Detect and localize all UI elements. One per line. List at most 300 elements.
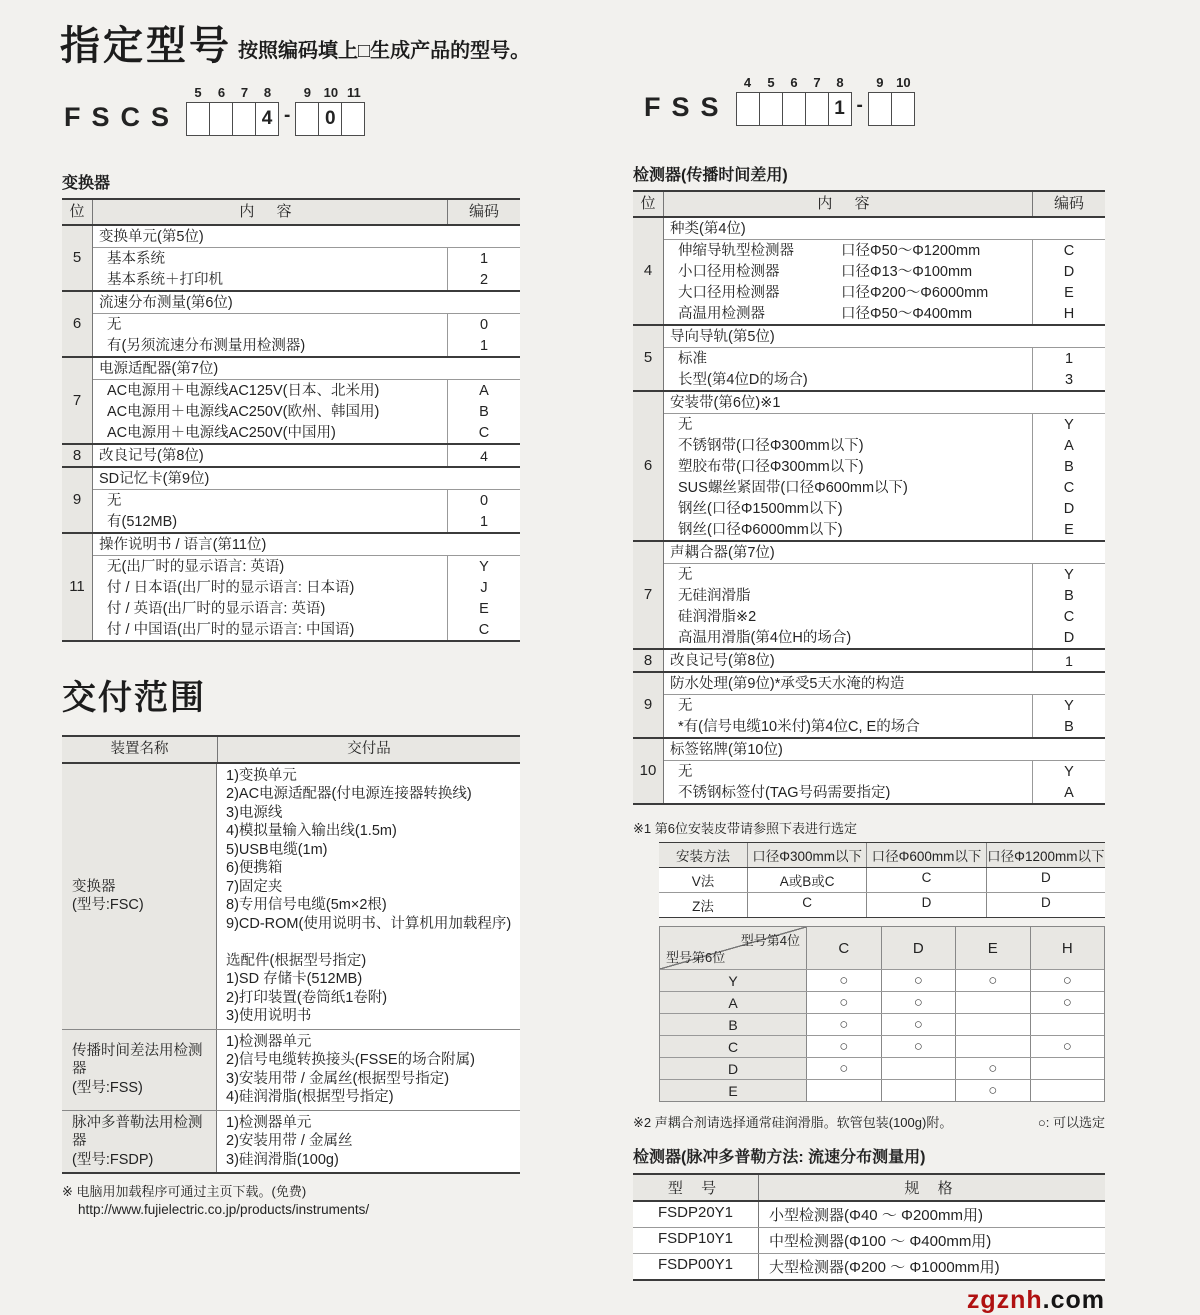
group-single-row [93,445,520,466]
doppler-section-label: 检测器(脉冲多普勒方法: 流速分布测量用) [633,1149,926,1166]
right-column [633,162,1105,1315]
pos-number-cell: 6 [633,392,664,540]
option-label: 有(512MB) [107,514,178,530]
option-row [93,314,520,335]
matrix-row [660,969,1104,991]
deliverable-item: 6)便携箱 [226,860,283,876]
code-cell: 1 [447,511,520,532]
device-name-line: 变换器 [72,878,116,895]
converter-section-label: 变换器 [62,175,111,192]
digit-box [891,92,915,126]
option-name: 伸缩导轨型检测器 [678,243,794,259]
code-cell: 3 [1032,369,1105,390]
fss-model-code [644,74,915,126]
belt-cell: C [867,868,986,892]
option-label [664,282,1032,303]
selectable-mark: ○ [1062,994,1072,1011]
delivery-table-header [62,737,520,764]
device-name-line: 传播时间差法用检测器 [72,1042,203,1078]
digit-position-label: 6 [217,85,226,100]
digit-cell [210,84,233,136]
group-header-label: SD记忆卡(第9位) [93,468,520,490]
empty-mark [1031,1058,1105,1079]
option-row [664,282,1105,303]
digit-box [209,102,233,136]
code-cell: B [447,401,520,422]
option-label: 无硅润滑脂 [678,588,751,604]
delivery-table [62,735,520,1174]
option-diameter-spec: 口径Φ200～Φ6000mm [841,285,989,301]
spec-group [62,358,520,445]
digit-box-group [186,84,279,136]
digit-position-label: 5 [194,85,202,100]
selectable-mark: ○ [1062,1038,1072,1055]
model-prefix: FSS [644,92,730,122]
pos-number-cell: 7 [633,542,664,648]
spec-group [62,468,520,534]
belt-table-row [659,868,1105,892]
belt-cell: Z法 [659,893,748,917]
option-label [664,240,1032,261]
doppler-spec-cell: 大型检测器(Φ200 ～ Φ1000mm用) [769,1259,1000,1276]
matrix-column-header: C [807,927,882,969]
option-row [664,585,1105,606]
option-row [93,335,520,356]
code-cell: Y [1032,414,1105,435]
digit-cell [295,84,319,136]
option-row [664,369,1105,390]
digit-box [186,102,210,136]
digit-position-label: 8 [263,85,272,100]
empty-mark [956,1036,1031,1057]
group-header-label: 种类(第4位) [664,218,1105,240]
watermark-red: zgznh [966,1286,1043,1314]
digit-position-label: 7 [813,75,821,90]
matrix-row [660,1013,1104,1035]
option-row [93,380,520,401]
device-name-cell [62,764,217,1029]
digit-position-label: 11 [346,85,361,100]
belt-cell: A或B或C [748,868,867,892]
digit-position-label: 5 [767,75,775,90]
code-cell: 4 [447,445,520,466]
code-cell: D [1032,627,1105,648]
selectable-mark: ○ [807,1058,882,1079]
option-name: 小口径用检测器 [678,264,780,280]
group-body [664,392,1105,540]
detector-section-label: 检测器(传播时间差用) [633,167,788,184]
option-name: 高温用检测器 [678,306,765,322]
group-body [664,650,1105,671]
delivery-footnote-url: http://www.fujielectric.co.jp/products/instruments/ [78,1202,370,1217]
pos-number-cell: 5 [62,226,93,290]
deliverable-item: 9)CD-ROM(使用说明书、计算机用加载程序) [226,915,512,932]
matrix-legend: ○: 可以选定 [1037,1115,1105,1130]
option-label: 标准 [678,351,707,367]
content-header-cell: 内 容 [817,195,879,212]
spec-group [633,739,1105,803]
group-header-label: 操作说明书 / 语言(第11位) [93,534,520,556]
digit-box [782,92,806,126]
belt-table-row [659,892,1105,917]
code-cell: Y [1032,564,1105,585]
code-cell: 0 [447,314,520,335]
option-label: 基本系统＋打印机 [107,272,223,288]
pos-header-cell: 位 [633,192,664,216]
code-cell: J [447,577,520,598]
deliverable-item: 2)AC电源适配器(付电源连接器转换线) [226,786,472,802]
option-row [664,240,1105,261]
converter-spec-table [62,198,520,642]
digit-position-label: 10 [323,85,339,100]
doppler-model-cell: FSDP00Y1 [633,1254,759,1279]
option-row [93,401,520,422]
empty-mark [1031,1080,1105,1101]
group-header-label: 防水处理(第9位)*承受5天水淹的构造 [664,673,1105,695]
page-title: 指定型号 [60,24,232,68]
group-header-label: 改良记号(第8位) [670,653,775,669]
matrix-row [660,991,1104,1013]
option-label: 有(另须流速分布测量用检测器) [107,338,306,354]
option-label: 无 [678,764,693,780]
spec-group [633,542,1105,650]
group-header-label: 声耦合器(第7位) [664,542,1105,564]
option-label: 无 [107,493,122,509]
code-cell: 2 [447,269,520,290]
digit-box [805,92,829,126]
option-row [664,498,1105,519]
selectable-mark: ○ [882,1036,957,1057]
code-header-cell: 编码 [447,200,520,224]
digit-box [868,92,892,126]
doppler-row [633,1253,1105,1279]
selectable-mark: ○ [807,992,882,1013]
code-cell: D [1032,261,1105,282]
deliverable-item: 1)检测器单元 [226,1033,312,1050]
digit-box: 1 [828,92,852,126]
empty-mark [1031,1014,1105,1035]
device-name-line: (型号:FSC) [72,897,144,913]
doppler-detector-table [633,1173,1105,1281]
option-label: 硅润滑脂※2 [678,609,757,625]
digit-cell [806,74,829,126]
doppler-spec-header: 规 格 [904,1180,960,1197]
option-label: 基本系统 [107,251,165,267]
option-row [93,577,520,598]
doppler-model-header: 型 号 [633,1175,759,1200]
belt-header-cell: 口径Φ600mm以下 [867,843,986,867]
code-cell: Y [447,556,520,577]
group-header-label: 流速分布测量(第6位) [93,292,520,314]
digit-box [232,102,256,136]
pos-number-cell: 9 [62,468,93,532]
spec-group [62,534,520,640]
spec-group [633,650,1105,673]
option-row [664,261,1105,282]
pos-number-cell: 6 [62,292,93,356]
digit-cell [892,74,915,126]
code-cell: C [1032,477,1105,498]
selectable-mark: ○ [882,970,957,991]
option-row [664,348,1105,369]
doppler-row [633,1202,1105,1227]
code-cell: 1 [1032,650,1105,671]
option-label [664,303,1032,324]
device-name-cell [62,1030,217,1110]
option-label: AC电源用＋电源线AC125V(日本、北米用) [107,383,380,399]
deliverable-item: 选配件(根据型号指定) [226,952,367,969]
doppler-table-header [633,1175,1105,1202]
empty-mark [807,1080,882,1101]
pos-number-cell: 9 [633,673,664,737]
watermark [633,1286,1105,1315]
digit-box-group [295,84,365,136]
digit-position-label: 8 [836,75,844,90]
option-row [93,598,520,619]
digit-box [736,92,760,126]
delivery-row [62,764,520,1029]
matrix-corner-cell [660,927,807,969]
matrix-row [660,1035,1104,1057]
group-body [93,292,520,356]
selectable-mark: ○ [807,1036,882,1057]
deliverable-item: 2)安装用带 / 金属丝 [226,1133,353,1149]
deliverables-header: 交付品 [347,741,391,757]
doppler-model-cell: FSDP20Y1 [633,1202,759,1227]
option-label: 无 [678,567,693,583]
digit-box-group [736,74,852,126]
selectable-mark: ○ [882,1014,957,1035]
digit-cell [256,84,279,136]
belt-header-cell: 口径Φ300mm以下 [748,843,867,867]
deliverable-item: 4)硅润滑脂(根据型号指定) [226,1089,394,1105]
deliverable-item: 3)电源线 [226,804,283,821]
device-name-header: 装置名称 [62,737,218,762]
option-label: SUS螺丝紧固带(口径Φ600mm以下) [678,480,908,496]
deliverable-item: 3)使用说明书 [226,1008,312,1024]
matrix-row-label: B [660,1014,807,1035]
delivery-row [62,1110,520,1173]
spec-table-header [633,192,1105,218]
empty-mark [956,992,1031,1013]
deliverable-item: 1)检测器单元 [226,1114,312,1131]
option-name: 大口径用检测器 [678,285,780,301]
digit-box [295,102,319,136]
digit-position-label: 10 [896,75,911,90]
digit-cell [342,84,365,136]
matrix-row-label: C [660,1036,807,1057]
option-row [664,519,1105,540]
option-row [93,619,520,640]
pos-number-cell: 11 [62,534,93,640]
digit-position-label: 4 [743,75,752,90]
digit-cell [736,74,760,126]
group-body [93,534,520,640]
group-header-label: 改良记号(第8位) [99,448,204,464]
belt-selection-table [659,842,1105,918]
option-row [93,556,520,577]
option-row [93,269,520,290]
digit-cell [783,74,806,126]
pos-header-cell: 位 [62,200,93,224]
deliverable-item: 1)变换单元 [226,767,297,784]
grease-note-row [633,1112,1105,1131]
detector-spec-table [633,190,1105,805]
pos-number-cell: 8 [62,445,93,466]
group-body [93,468,520,532]
left-column [62,170,520,1217]
empty-mark [882,1080,957,1101]
code-cell: A [1032,782,1105,803]
selectable-mark: ○ [1062,972,1072,989]
option-label: 不锈钢带(口径Φ300mm以下) [678,438,864,454]
deliverable-item: 4)模拟量输入输出线(1.5m) [226,823,397,839]
spec-group [62,445,520,468]
deliverable-item: 7)固定夹 [226,878,283,895]
deliverable-item: 1)SD 存储卡(512MB) [226,971,363,987]
digit-cell [868,74,892,126]
option-diameter-spec: 口径Φ50～Φ400mm [841,306,973,322]
code-cell: B [1032,716,1105,737]
model-code-separator: - [284,105,291,126]
code-cell: B [1032,456,1105,477]
device-name-line: (型号:FSS) [72,1079,143,1096]
option-label: 无 [107,317,122,333]
deliverable-item [226,933,520,952]
matrix-column-header: E [956,927,1031,969]
option-row [664,564,1105,585]
option-diameter-spec: 口径Φ13～Φ100mm [841,264,973,280]
selectable-mark: ○ [956,1080,1031,1101]
belt-cell: V法 [659,868,748,892]
group-body [93,226,520,290]
doppler-model-cell: FSDP10Y1 [633,1228,759,1253]
deliverable-item: 3)安装用带 / 金属丝(根据型号指定) [226,1070,450,1087]
code-cell: E [1032,519,1105,540]
selectable-mark: ○ [807,970,882,991]
option-label [664,261,1032,282]
matrix-corner-top-label: 型号第4位 [740,933,800,948]
option-row [664,303,1105,324]
option-label: 无(出厂时的显示语言: 英语) [107,559,285,575]
option-label: 付 / 中国语(出厂时的显示语言: 中国语) [107,622,355,638]
deliverables-cell [217,1111,520,1173]
spec-group [633,326,1105,392]
deliverables-cell [217,1030,520,1110]
code-cell: Y [1032,695,1105,716]
group-header-label: 安装带(第6位)※1 [664,392,1105,414]
empty-mark [956,1014,1031,1035]
pos-number-cell: 4 [633,218,664,324]
deliverables-cell [217,764,520,1029]
pos-number-cell: 7 [62,358,93,443]
delivery-section-title: 交付范围 [62,679,206,717]
code-cell: E [1032,282,1105,303]
digit-position-label: 7 [240,85,249,100]
option-row [93,248,520,269]
compatibility-matrix-table [659,926,1105,1102]
option-row [664,477,1105,498]
model-prefix: FSCS [64,102,181,132]
belt-header-cell: 安装方法 [659,843,748,867]
group-body [664,218,1105,324]
deliverable-item: 8)专用信号电缆(5m×2根) [226,897,387,913]
fscs-model-code [64,84,365,136]
option-diameter-spec: 口径Φ50～Φ1200mm [841,243,981,259]
digit-cell [233,84,256,136]
group-header-label: 变换单元(第5位) [93,226,520,248]
group-body [664,673,1105,737]
page-subtitle: 按照编码填上□生成产品的型号。 [238,40,531,62]
digit-box-group [868,74,915,126]
spec-group [633,392,1105,542]
code-cell: A [447,380,520,401]
empty-mark [882,1058,957,1079]
option-row [93,511,520,532]
option-label: 无 [678,698,693,714]
selectable-mark: ○ [956,1058,1031,1079]
matrix-row [660,1057,1104,1079]
deliverable-item: 5)USB电缆(1m) [226,841,328,858]
option-row [664,606,1105,627]
group-header-label: 导向导轨(第5位) [664,326,1105,348]
code-cell: 1 [1032,348,1105,369]
option-label: 付 / 英语(出厂时的显示语言: 英语) [107,601,326,617]
code-cell: C [1032,606,1105,627]
matrix-column-header: H [1031,927,1105,969]
belt-cell: D [867,893,986,917]
code-cell: C [447,422,520,443]
content-header-cell: 内 容 [239,203,301,220]
device-name-line: (型号:FSDP) [72,1151,154,1168]
code-cell: A [1032,435,1105,456]
option-label: 高温用滑脂(第4位H的场合) [678,630,852,646]
pos-number-cell: 10 [633,739,664,803]
device-name-cell [62,1111,217,1173]
code-cell: C [447,619,520,640]
option-label: AC电源用＋电源线AC250V(中国用) [107,425,336,441]
matrix-row [660,1079,1104,1101]
matrix-row-label: Y [660,970,807,991]
group-body [664,542,1105,648]
option-label: AC电源用＋电源线AC250V(欧州、韩国用) [107,404,380,420]
belt-table-header [659,843,1105,868]
watermark-black: .com [1042,1286,1105,1314]
group-header-label: 标签铭牌(第10位) [664,739,1105,761]
spec-group [633,673,1105,739]
group-body [93,445,520,466]
code-cell: Y [1032,761,1105,782]
selectable-mark: ○ [956,970,1031,991]
matrix-row-label: D [660,1058,807,1079]
pos-number-cell: 8 [633,650,664,671]
group-single-row [664,650,1105,671]
option-label: 付 / 日本语(出厂时的显示语言: 日本语) [107,580,355,596]
group-body [664,739,1105,803]
matrix-column-header: D [882,927,957,969]
digit-position-label: 9 [876,75,884,90]
matrix-row-label: E [660,1080,807,1101]
model-code-separator: - [856,95,863,116]
delivery-row [62,1029,520,1110]
matrix-row-label: A [660,992,807,1013]
digit-cell [760,74,783,126]
option-row [664,456,1105,477]
option-label: 钢丝(口径Φ1500mm以下) [678,501,843,517]
spec-group [633,218,1105,326]
option-label: 塑胶布带(口径Φ300mm以下) [678,459,864,475]
deliverable-item: 2)打印装置(卷筒纸1卷附) [226,989,388,1006]
